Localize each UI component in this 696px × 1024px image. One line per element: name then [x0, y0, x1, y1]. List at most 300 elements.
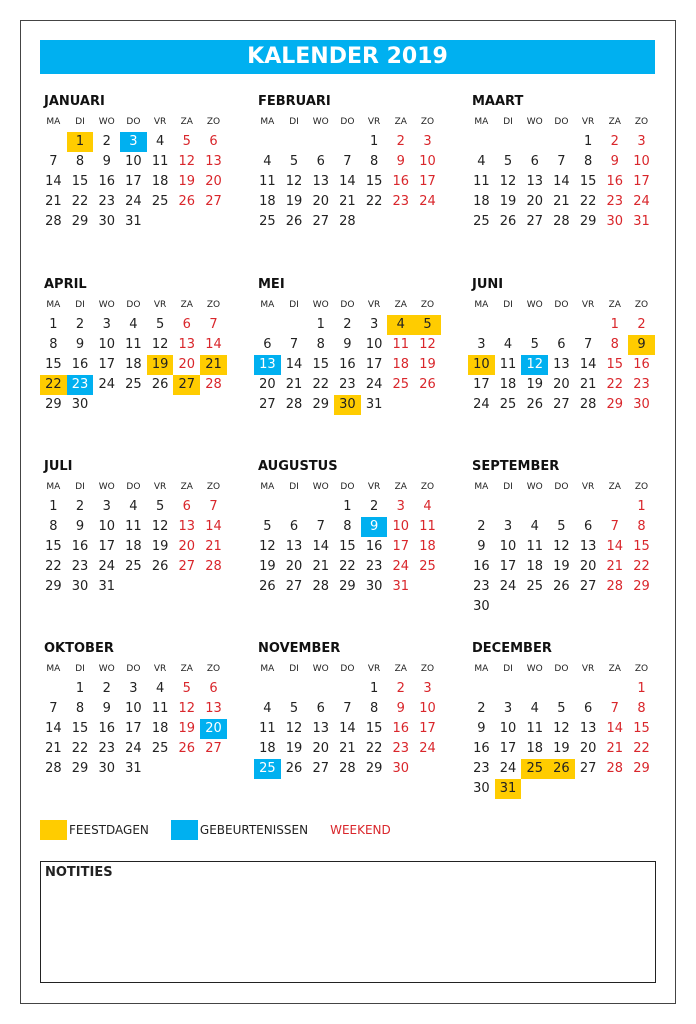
- day-cell: 13: [178, 337, 196, 352]
- day-cell: 30: [633, 397, 650, 412]
- day-cell: 21: [606, 559, 624, 574]
- day-cell: 17: [633, 174, 650, 189]
- week-row: [40, 679, 227, 699]
- day-cell: 19: [147, 355, 174, 375]
- weekday-label: DI: [289, 664, 299, 674]
- day-cell: 21: [339, 741, 356, 756]
- day-cell: 10: [98, 337, 115, 352]
- empty-cell: [548, 497, 575, 517]
- day-cell: 10: [419, 154, 436, 169]
- day-cell: 18: [392, 357, 410, 372]
- weekday-label: VR: [367, 117, 381, 127]
- day-cell: 9: [102, 701, 111, 716]
- week-row: [468, 597, 655, 617]
- day-cell: 30: [473, 599, 490, 614]
- weekday-label: DI: [75, 482, 85, 492]
- weekday-label: WO: [526, 300, 543, 310]
- day-cell: 4: [129, 317, 138, 332]
- day-cell: 17: [125, 174, 142, 189]
- week-row: [468, 335, 655, 355]
- weekday-label: ZO: [206, 482, 221, 492]
- day-cell: 21: [200, 355, 227, 375]
- day-cell: 26: [548, 759, 575, 779]
- notes-box[interactable]: [40, 861, 656, 983]
- day-cell: 14: [339, 174, 356, 189]
- empty-cell: [173, 395, 200, 415]
- day-cell: 27: [178, 559, 196, 574]
- week-row: [468, 132, 655, 152]
- day-cell: 20: [285, 559, 303, 574]
- day-cell: 24: [473, 397, 490, 412]
- day-cell: 4: [129, 499, 138, 514]
- weekday-label: DO: [340, 300, 355, 310]
- empty-cell: [173, 577, 200, 597]
- day-cell: 12: [259, 539, 276, 554]
- day-cell: 9: [610, 154, 619, 169]
- legend-events-label: GEBEURTENISSEN: [199, 823, 309, 837]
- day-cell: 14: [553, 174, 570, 189]
- day-cell: 17: [473, 377, 490, 392]
- day-cell: 22: [40, 375, 67, 395]
- empty-cell: [147, 395, 174, 415]
- month-april: [40, 274, 227, 415]
- day-cell: 28: [45, 761, 62, 776]
- day-cell: 11: [151, 701, 169, 716]
- day-cell: 31: [125, 761, 142, 776]
- week-row: [40, 557, 227, 577]
- day-cell: 11: [125, 337, 142, 352]
- day-cell: 29: [579, 214, 597, 229]
- week-row: [468, 759, 655, 779]
- day-cell: 8: [49, 337, 58, 352]
- day-cell: 23: [339, 377, 356, 392]
- day-cell: 18: [151, 721, 169, 736]
- empty-cell: [495, 132, 522, 152]
- day-cell: 5: [289, 701, 299, 716]
- day-cell: 18: [473, 194, 490, 209]
- day-cell: 21: [553, 194, 570, 209]
- empty-cell: [200, 395, 227, 415]
- weekday-label: VR: [581, 664, 595, 674]
- empty-cell: [495, 315, 522, 335]
- day-cell: 26: [178, 194, 196, 209]
- day-cell: 30: [98, 214, 115, 229]
- day-cell: 10: [392, 519, 410, 534]
- day-cell: 3: [120, 132, 147, 152]
- day-cell: 18: [125, 539, 142, 554]
- weekday-label: DO: [126, 117, 141, 127]
- day-cell: 27: [312, 214, 329, 229]
- day-cell: 23: [606, 194, 624, 209]
- week-row: [40, 395, 227, 415]
- weekday-label: DO: [554, 482, 569, 492]
- day-cell: 5: [263, 519, 272, 534]
- day-cell: 17: [98, 539, 115, 554]
- weekday-label: WO: [312, 300, 329, 310]
- month-name: AUGUSTUS: [258, 459, 338, 474]
- day-cell: 27: [553, 397, 570, 412]
- weekday-label: MA: [474, 117, 489, 127]
- day-cell: 17: [365, 357, 383, 372]
- day-cell: 12: [553, 539, 570, 554]
- day-cell: 20: [312, 194, 329, 209]
- day-cell: 4: [477, 154, 486, 169]
- day-cell: 28: [553, 214, 570, 229]
- day-cell: 14: [285, 357, 303, 372]
- day-cell: 25: [526, 579, 543, 594]
- day-cell: 2: [102, 681, 111, 696]
- weekday-label: DI: [75, 664, 85, 674]
- weekday-label: ZA: [180, 117, 193, 127]
- week-row: [254, 212, 441, 232]
- day-cell: 6: [316, 154, 325, 169]
- week-row: [468, 395, 655, 415]
- weekday-label: DI: [503, 664, 513, 674]
- day-cell: 26: [151, 559, 169, 574]
- day-cell: 6: [530, 154, 539, 169]
- day-cell: 12: [553, 721, 570, 736]
- day-cell: 13: [579, 539, 597, 554]
- day-cell: 27: [205, 741, 222, 756]
- weekday-label: MA: [474, 664, 489, 674]
- weekday-label: DI: [503, 482, 513, 492]
- day-cell: 12: [151, 337, 169, 352]
- day-cell: 7: [316, 519, 325, 534]
- day-cell: 2: [343, 317, 352, 332]
- weekday-label: DO: [340, 117, 355, 127]
- day-cell: 2: [369, 499, 379, 514]
- weekday-label: MA: [46, 664, 61, 674]
- day-cell: 18: [526, 559, 543, 574]
- day-cell: 27: [259, 397, 276, 412]
- day-cell: 11: [125, 519, 142, 534]
- day-cell: 6: [182, 317, 191, 332]
- day-cell: 17: [419, 174, 436, 189]
- day-cell: 5: [557, 519, 566, 534]
- week-row: [468, 699, 655, 719]
- weekday-label: ZO: [420, 664, 435, 674]
- day-cell: 20: [178, 539, 196, 554]
- empty-cell: [495, 597, 522, 617]
- empty-cell: [200, 759, 227, 779]
- month-name: APRIL: [44, 277, 87, 292]
- day-cell: 3: [423, 681, 432, 696]
- day-cell: 30: [365, 579, 383, 594]
- day-cell: 11: [419, 519, 436, 534]
- weekday-label: WO: [312, 482, 329, 492]
- month-name: FEBRUARI: [258, 94, 331, 109]
- weekday-label: ZO: [634, 664, 649, 674]
- weekday-header: [40, 112, 227, 132]
- day-cell: 22: [365, 741, 383, 756]
- empty-cell: [521, 779, 548, 799]
- month-juni: [468, 274, 655, 415]
- weekday-header: [468, 477, 655, 497]
- empty-cell: [254, 679, 281, 699]
- week-row: [468, 679, 655, 699]
- day-cell: 27: [205, 194, 222, 209]
- empty-cell: [254, 497, 281, 517]
- day-cell: 14: [606, 539, 624, 554]
- day-cell: 6: [289, 519, 299, 534]
- week-row: [40, 172, 227, 192]
- day-cell: 12: [285, 174, 303, 189]
- week-row: [254, 577, 441, 597]
- calendar-title: KALENDER 2019: [40, 40, 655, 74]
- day-cell: 24: [365, 377, 383, 392]
- day-cell: 7: [289, 337, 299, 352]
- week-row: [40, 132, 227, 152]
- holiday-swatch: [40, 820, 67, 840]
- month-maart: [468, 91, 655, 232]
- day-cell: 19: [553, 559, 570, 574]
- day-cell: 7: [343, 154, 352, 169]
- weekday-label: WO: [526, 117, 543, 127]
- day-cell: 24: [419, 194, 436, 209]
- day-cell: 1: [67, 132, 94, 152]
- day-cell: 26: [259, 579, 276, 594]
- day-cell: 15: [633, 539, 650, 554]
- day-cell: 6: [209, 134, 218, 149]
- day-cell: 13: [205, 154, 222, 169]
- week-row: [40, 497, 227, 517]
- weekday-label: ZO: [634, 117, 649, 127]
- day-cell: 1: [343, 499, 352, 514]
- day-cell: 3: [396, 499, 405, 514]
- weekday-header: [468, 295, 655, 315]
- week-row: [40, 192, 227, 212]
- weekday-header: [254, 295, 441, 315]
- weekday-label: ZA: [608, 300, 621, 310]
- weekday-label: MA: [46, 300, 61, 310]
- day-cell: 23: [473, 579, 490, 594]
- empty-cell: [575, 779, 602, 799]
- day-cell: 8: [75, 154, 85, 169]
- day-cell: 25: [419, 559, 436, 574]
- day-cell: 2: [396, 681, 405, 696]
- day-cell: 8: [637, 701, 646, 716]
- empty-cell: [414, 395, 441, 415]
- day-cell: 23: [67, 375, 94, 395]
- weekday-label: VR: [581, 482, 595, 492]
- empty-cell: [414, 212, 441, 232]
- day-cell: 14: [312, 539, 329, 554]
- day-cell: 15: [312, 357, 329, 372]
- day-cell: 24: [98, 559, 115, 574]
- day-cell: 21: [45, 194, 62, 209]
- day-cell: 16: [473, 741, 490, 756]
- day-cell: 15: [339, 539, 356, 554]
- day-cell: 4: [263, 154, 272, 169]
- day-cell: 26: [178, 741, 196, 756]
- weekday-label: ZA: [608, 482, 621, 492]
- day-cell: 9: [396, 701, 405, 716]
- week-row: [254, 395, 441, 415]
- day-cell: 6: [583, 519, 593, 534]
- day-cell: 28: [45, 214, 62, 229]
- day-cell: 6: [557, 337, 566, 352]
- weekday-label: MA: [46, 117, 61, 127]
- week-row: [468, 577, 655, 597]
- day-cell: 19: [553, 741, 570, 756]
- day-cell: 4: [530, 519, 539, 534]
- day-cell: 25: [151, 741, 169, 756]
- weekday-label: ZA: [608, 117, 621, 127]
- empty-cell: [120, 395, 147, 415]
- day-cell: 25: [392, 377, 410, 392]
- empty-cell: [468, 315, 495, 335]
- day-cell: 1: [369, 134, 379, 149]
- empty-cell: [414, 759, 441, 779]
- day-cell: 3: [423, 134, 432, 149]
- empty-cell: [468, 497, 495, 517]
- day-cell: 11: [473, 174, 490, 189]
- day-cell: 6: [182, 499, 191, 514]
- day-cell: 16: [606, 174, 624, 189]
- day-cell: 9: [477, 539, 486, 554]
- week-row: [254, 497, 441, 517]
- day-cell: 5: [289, 154, 299, 169]
- empty-cell: [521, 315, 548, 335]
- day-cell: 12: [285, 721, 303, 736]
- day-cell: 12: [521, 355, 548, 375]
- week-row: [468, 355, 655, 375]
- week-row: [468, 192, 655, 212]
- day-cell: 7: [610, 519, 619, 534]
- day-cell: 22: [71, 741, 89, 756]
- day-cell: 5: [503, 154, 513, 169]
- day-cell: 8: [610, 337, 619, 352]
- day-cell: 18: [259, 194, 276, 209]
- month-februari: [254, 91, 441, 232]
- day-cell: 6: [209, 681, 218, 696]
- month-augustus: [254, 456, 441, 597]
- weekday-label: ZO: [206, 664, 221, 674]
- day-cell: 25: [499, 397, 517, 412]
- week-row: [254, 557, 441, 577]
- weekday-label: DI: [289, 482, 299, 492]
- day-cell: 29: [633, 579, 650, 594]
- weekday-label: WO: [98, 117, 115, 127]
- day-cell: 30: [473, 781, 490, 796]
- weekday-label: WO: [98, 482, 115, 492]
- weekday-label: MA: [46, 482, 61, 492]
- empty-cell: [387, 395, 414, 415]
- month-name: NOVEMBER: [258, 641, 341, 656]
- day-cell: 1: [583, 134, 593, 149]
- month-december: [468, 638, 655, 799]
- day-cell: 23: [633, 377, 650, 392]
- day-cell: 30: [606, 214, 624, 229]
- empty-cell: [601, 679, 628, 699]
- day-cell: 25: [521, 759, 548, 779]
- day-cell: 10: [365, 337, 383, 352]
- day-cell: 29: [71, 761, 89, 776]
- month-name: JULI: [44, 459, 73, 474]
- week-row: [40, 517, 227, 537]
- day-cell: 31: [125, 214, 142, 229]
- day-cell: 20: [553, 377, 570, 392]
- day-cell: 22: [633, 741, 650, 756]
- empty-cell: [147, 577, 174, 597]
- week-row: [468, 537, 655, 557]
- day-cell: 27: [526, 214, 543, 229]
- day-cell: 24: [499, 579, 517, 594]
- day-cell: 20: [178, 357, 196, 372]
- day-cell: 28: [579, 397, 597, 412]
- day-cell: 30: [392, 761, 410, 776]
- day-cell: 20: [200, 719, 227, 739]
- week-row: [254, 315, 441, 335]
- weekday-label: VR: [581, 300, 595, 310]
- day-cell: 7: [343, 701, 352, 716]
- day-cell: 10: [468, 355, 495, 375]
- empty-cell: [40, 132, 67, 152]
- weekday-label: VR: [581, 117, 595, 127]
- day-cell: 23: [365, 559, 383, 574]
- day-cell: 25: [259, 214, 276, 229]
- day-cell: 26: [499, 214, 517, 229]
- day-cell: 21: [205, 539, 222, 554]
- empty-cell: [173, 759, 200, 779]
- day-cell: 31: [633, 214, 650, 229]
- weekday-label: MA: [260, 482, 275, 492]
- month-oktober: [40, 638, 227, 779]
- day-cell: 13: [312, 174, 329, 189]
- day-cell: 22: [606, 377, 624, 392]
- day-cell: 5: [414, 315, 441, 335]
- day-cell: 16: [365, 539, 383, 554]
- day-cell: 14: [45, 721, 62, 736]
- day-cell: 19: [526, 377, 543, 392]
- day-cell: 28: [606, 579, 624, 594]
- day-cell: 29: [71, 214, 89, 229]
- week-row: [468, 375, 655, 395]
- empty-cell: [548, 779, 575, 799]
- day-cell: 30: [71, 397, 89, 412]
- day-cell: 19: [499, 194, 517, 209]
- weekday-label: DI: [75, 300, 85, 310]
- legend: [40, 820, 391, 840]
- empty-cell: [281, 315, 308, 335]
- day-cell: 2: [396, 134, 405, 149]
- day-cell: 30: [98, 761, 115, 776]
- weekday-label: WO: [98, 300, 115, 310]
- weekday-label: WO: [312, 117, 329, 127]
- weekday-label: MA: [474, 300, 489, 310]
- week-row: [254, 355, 441, 375]
- day-cell: 14: [45, 174, 62, 189]
- weekday-label: VR: [153, 117, 167, 127]
- weekday-label: ZO: [420, 482, 435, 492]
- weekday-label: WO: [526, 664, 543, 674]
- week-row: [40, 719, 227, 739]
- day-cell: 2: [102, 134, 111, 149]
- day-cell: 12: [178, 701, 196, 716]
- day-cell: 28: [205, 559, 222, 574]
- week-row: [40, 759, 227, 779]
- day-cell: 13: [205, 701, 222, 716]
- day-cell: 1: [637, 681, 646, 696]
- empty-cell: [200, 212, 227, 232]
- week-row: [40, 699, 227, 719]
- day-cell: 2: [477, 701, 486, 716]
- empty-cell: [468, 132, 495, 152]
- day-cell: 30: [334, 395, 361, 415]
- day-cell: 21: [312, 559, 329, 574]
- week-row: [468, 739, 655, 759]
- day-cell: 8: [637, 519, 646, 534]
